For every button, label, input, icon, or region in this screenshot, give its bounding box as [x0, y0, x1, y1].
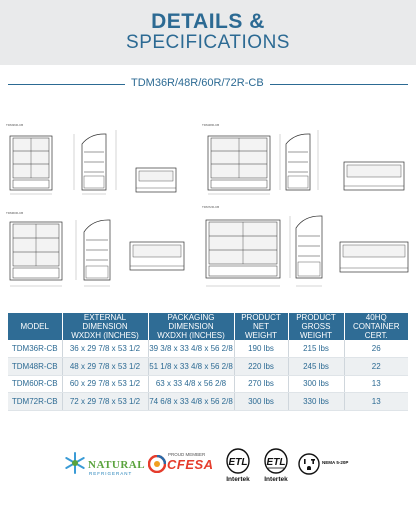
cell-model: TDM36R-CB	[8, 340, 62, 358]
table-header-row	[8, 313, 408, 340]
cell-gross-weight: 330 lbs	[288, 393, 344, 411]
cell-net-weight: 270 lbs	[234, 375, 288, 393]
etl-mark-icon	[226, 448, 250, 474]
cell-container: 13	[344, 375, 408, 393]
refrigerant-word: REFRIGERANT	[89, 471, 133, 476]
table-row	[8, 340, 408, 358]
col-gross-weight: PRODUCT GROSS WEIGHT	[288, 313, 344, 340]
cell-container: 26	[344, 340, 408, 358]
drawing-label: TDM72R-CB	[202, 205, 220, 209]
svg-text:ETL: ETL	[266, 457, 286, 468]
cell-packaging-dimension: 39 3/8 x 33 4/8 x 56 2/8	[148, 340, 234, 358]
nema-label: NEMA 5-20P	[322, 460, 349, 465]
cell-net-weight: 300 lbs	[234, 393, 288, 411]
model-series-label: TDM36R/48R/60R/72R-CB	[125, 77, 270, 89]
table-row	[8, 393, 408, 411]
cfesa-word: CFESA	[167, 457, 214, 472]
drawing-label: TDM48R-CB	[202, 123, 220, 127]
cell-external-dimension: 60 x 29 7/8 x 53 1/2	[62, 375, 148, 393]
natural-refrigerant-logo	[64, 446, 146, 486]
svg-text:ETL: ETL	[228, 457, 248, 468]
cell-net-weight: 220 lbs	[234, 358, 288, 376]
certification-logos	[0, 446, 416, 486]
cell-packaging-dimension: 74 6/8 x 33 4/8 x 56 2/8	[148, 393, 234, 411]
drawing-tdm72r	[200, 202, 412, 296]
drawing-tdm48r	[200, 116, 412, 198]
col-model: MODEL	[8, 313, 62, 340]
cell-packaging-dimension: 63 x 33 4/8 x 56 2/8	[148, 375, 234, 393]
drawing-label: TDM60R-CB	[6, 211, 24, 215]
cell-container: 22	[344, 358, 408, 376]
plug-outlet-icon	[298, 453, 320, 475]
cell-packaging-dimension: 51 1/8 x 33 4/8 x 56 2/8	[148, 358, 234, 376]
cell-container: 13	[344, 393, 408, 411]
col-packaging-dimension: PACKAGING DIMENSION WXDXH (INCHES)	[148, 313, 234, 340]
drawing-tdm60r	[4, 208, 200, 296]
cell-gross-weight: 215 lbs	[288, 340, 344, 358]
intertek-caption: Intertek	[226, 476, 250, 483]
etl-sanitation-icon	[264, 448, 288, 474]
cell-model: TDM48R-CB	[8, 358, 62, 376]
nema-plug-logo	[298, 446, 358, 486]
table-row	[8, 358, 408, 376]
specifications-table	[8, 313, 408, 411]
cell-gross-weight: 245 lbs	[288, 358, 344, 376]
cell-external-dimension: 48 x 29 7/8 x 53 1/2	[62, 358, 148, 376]
cell-external-dimension: 36 x 29 7/8 x 53 1/2	[62, 340, 148, 358]
table-row	[8, 375, 408, 393]
header-band	[0, 0, 416, 65]
col-net-weight: PRODUCT NET WEIGHT	[234, 313, 288, 340]
cell-external-dimension: 72 x 29 7/8 x 53 1/2	[62, 393, 148, 411]
cfesa-logo	[148, 446, 214, 486]
cell-model: TDM72R-CB	[8, 393, 62, 411]
cell-net-weight: 190 lbs	[234, 340, 288, 358]
etl-listed-logo	[218, 446, 258, 486]
cfesa-emblem-icon	[148, 455, 166, 473]
col-external-dimension: EXTERNAL DIMENSION WXDXH (INCHES)	[62, 313, 148, 340]
etl-sanitation-logo	[256, 446, 296, 486]
technical-drawings	[4, 116, 412, 296]
snowflake-icon	[64, 452, 86, 474]
drawing-tdm36r	[4, 116, 204, 198]
drawing-label: TDM36R-CB	[6, 123, 24, 127]
page-title-line2: SPECIFICATIONS	[126, 32, 290, 53]
page-title-line1: DETAILS &	[151, 10, 265, 33]
intertek-caption: Intertek	[264, 476, 288, 483]
cell-model: TDM60R-CB	[8, 375, 62, 393]
cfesa-proud-member: PROUD MEMBER	[168, 452, 206, 457]
cell-gross-weight: 300 lbs	[288, 375, 344, 393]
natural-word: NATURAL	[88, 459, 146, 471]
col-container: 40HQ CONTAINER CERT.	[344, 313, 408, 340]
